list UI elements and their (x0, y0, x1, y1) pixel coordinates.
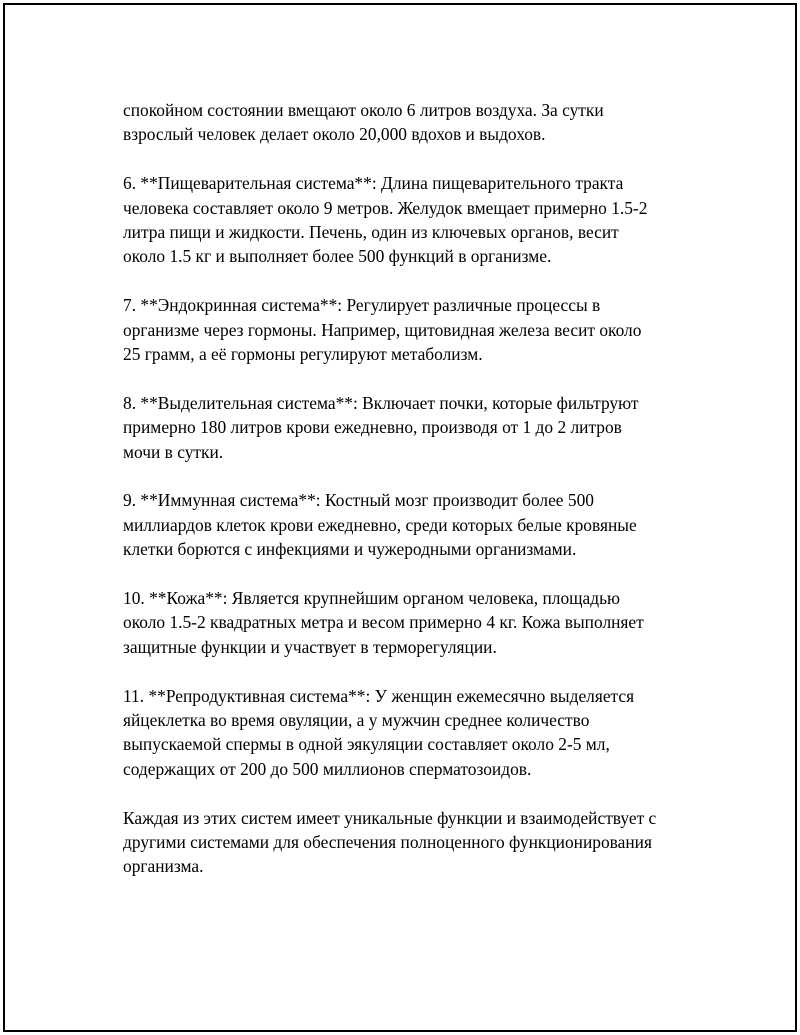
text-line: спокойном состоянии вмещают около 6 литров воздуха. За сутки (123, 100, 604, 120)
text-line: 10. **Кожа**: Является крупнейшим органом человека, площадью (123, 588, 621, 609)
text-line: литра пищи и жидкости. Печень, один из ключевых органов, весит (123, 222, 619, 243)
text-line: Каждая из этих систем имеет уникальные функции и взаимодействует с (123, 807, 657, 828)
text-line: организма. (123, 856, 204, 877)
text-line: выпускаемой спермы в одной эякуляции составляет около 2-5 мл, (123, 734, 610, 755)
text-line: около 1.5-2 квадратных метра и весом примерно 4 кг. Кожа выполняет (123, 612, 644, 633)
text-line: взрослый человек делает около 20,000 вдохов и выдохов. (123, 124, 546, 145)
page-border (3, 3, 797, 1032)
paragraph-digestive-system (123, 171, 703, 269)
text-line: мочи в сутки. (123, 441, 224, 462)
text-line: 11. **Репродуктивная система**: У женщин ежемесячно выделяется (123, 685, 635, 706)
text-line: примерно 180 литров крови ежедневно, производя от 1 до 2 литров (123, 417, 622, 438)
text-line: организме через гормоны. Например, щитовидная железа весит около (123, 319, 642, 340)
paragraph-conclusion (123, 806, 703, 879)
document-body (123, 98, 703, 903)
text-line: другими системами для обеспечения полноценного функционирования (123, 832, 652, 853)
paragraph-respiratory-continuation (123, 98, 703, 147)
text-line: 25 грамм, а её гормоны регулируют метаболизм. (123, 344, 483, 365)
text-line: человека составляет около 9 метров. Желудок вмещает примерно 1.5-2 (123, 197, 648, 218)
paragraph-endocrine-system (123, 293, 703, 366)
text-line: 8. **Выделительная система**: Включает почки, которые фильтруют (123, 392, 639, 413)
text-line: содержащих от 200 до 500 миллионов сперматозоидов. (123, 758, 532, 779)
paragraph-skin (123, 586, 703, 659)
text-line: 6. **Пищеварительная система**: Длина пищеварительного тракта (123, 173, 624, 194)
paragraph-reproductive-system (123, 684, 703, 782)
paragraph-excretory-system (123, 391, 703, 464)
text-line: клетки борются с инфекциями и чужеродными организмами. (123, 539, 577, 560)
text-line: 7. **Эндокринная система**: Регулирует различные процессы в (123, 295, 601, 316)
text-line: яйцеклетка во время овуляции, а у мужчин среднее количество (123, 710, 590, 731)
text-line: 9. **Иммунная система**: Костный мозг производит более 500 (123, 490, 594, 511)
text-line: миллиардов клеток крови ежедневно, среди которых белые кровяные (123, 514, 637, 535)
text-line: около 1.5 кг и выполняет более 500 функций в организме. (123, 246, 552, 267)
paragraph-immune-system (123, 488, 703, 561)
text-line: защитные функции и участвует в терморегуляции. (123, 636, 497, 657)
